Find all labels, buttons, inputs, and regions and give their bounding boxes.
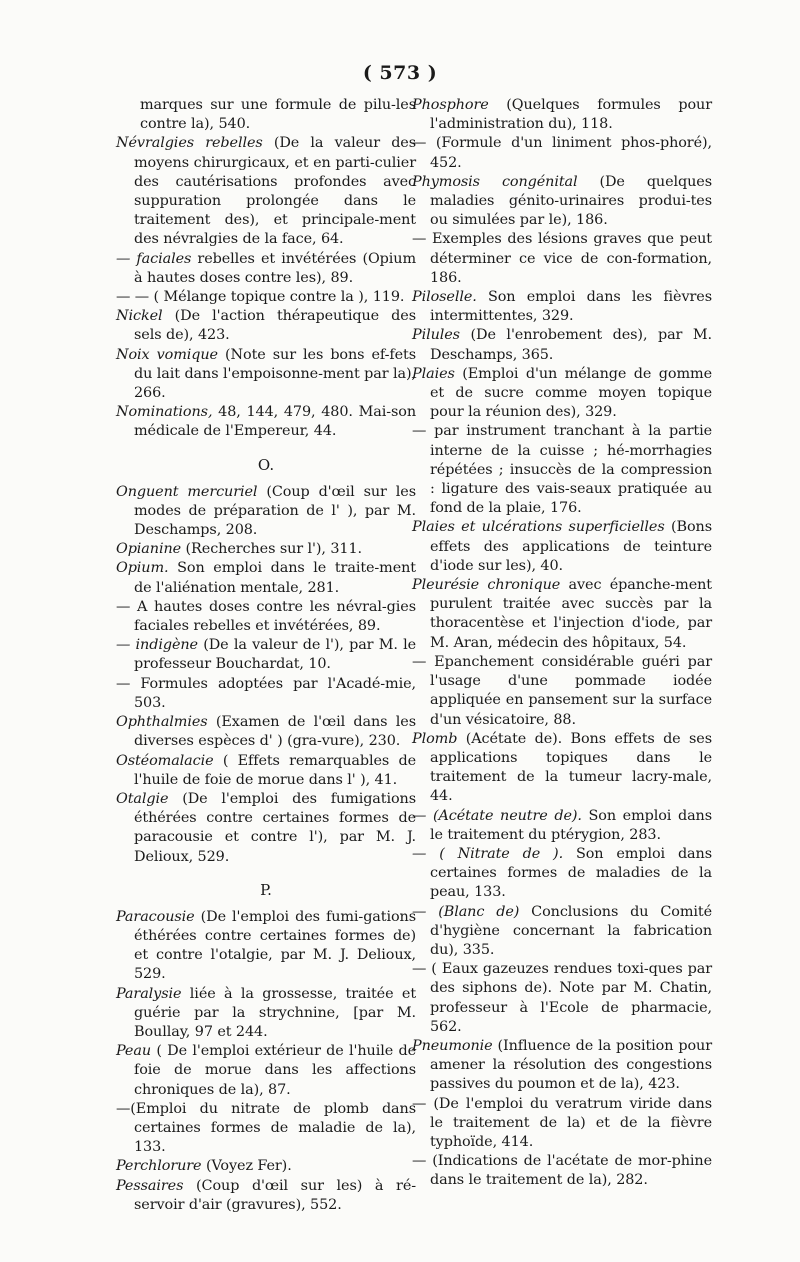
index-entry xyxy=(412,653,712,730)
index-entry xyxy=(116,346,416,404)
entry-text: (Bons effets des applications de teinture d'iode sur les), 40. xyxy=(430,519,713,574)
entry-text: (Note sur les bons ef-fets du lait dans l'empoisonne-ment par la), 266. xyxy=(134,346,417,402)
entry-term: Pneumonie xyxy=(412,1037,493,1054)
entry-term: Névralgies rebelles xyxy=(116,135,263,152)
entry-text: ( Effets remarquables de l'huile de foie de morue dans l' ), 41. xyxy=(134,752,416,788)
entry-text: rebelles et invétérées (Opium à hautes doses contre les), 89. xyxy=(134,250,416,286)
entry-text: (De l'action thérapeutique des sels de), 423. xyxy=(134,308,416,344)
entry-text: — Epanchement considérable guéri par l'usage d'une pommade iodée appliquée en pansement sur la surface d'un vésicatoire, 88. xyxy=(412,653,712,728)
entry-text: — — ( Mélange topique contre la ), 119. xyxy=(116,289,405,306)
entry-text: (De la valeur de l'), par M. le professeur Bouchardat, 10. xyxy=(134,637,416,673)
entry-term: — (Blanc de) xyxy=(412,903,520,920)
index-entry xyxy=(412,173,712,231)
entry-term: Piloselle. xyxy=(412,289,477,306)
entry-text: ( De l'emploi extérieur de l'huile de foie de morue dans les affections chroniques de la), 87. xyxy=(134,1043,416,1098)
index-entry xyxy=(412,960,712,1037)
entry-term: Plaies et ulcérations superficielles xyxy=(412,519,665,536)
index-entry xyxy=(412,1095,712,1153)
index-entry xyxy=(412,903,712,961)
index-entry xyxy=(116,1042,416,1100)
entry-term: — faciales xyxy=(116,250,192,267)
entry-text: (Examen de l'œil dans les diverses espèces d' ) (gra-vure), 230. xyxy=(134,714,416,750)
page-number: ( 573 ) xyxy=(362,62,438,84)
entry-term: Peau xyxy=(116,1043,151,1060)
entry-term: Onguent mercuriel xyxy=(116,483,258,500)
entry-text: —(Emploi du nitrate de plomb dans certaines formes de maladie de la), 133. xyxy=(116,1100,416,1156)
index-entry xyxy=(116,636,416,674)
entry-term: Opianine xyxy=(116,541,182,558)
entry-text: Conclusions du Comité d'hygiène concernant la fabrication du), 335. xyxy=(430,903,712,958)
index-entry xyxy=(412,807,712,845)
entry-term: Ostéomalacie xyxy=(116,752,214,769)
index-entry xyxy=(116,598,416,636)
entry-term: Noix vomique xyxy=(116,346,218,363)
index-entry xyxy=(116,134,416,249)
entry-term: Paralysie xyxy=(116,985,182,1002)
entry-text: — Exemples des lésions graves que peut déterminer ce vice de con-formation, 186. xyxy=(412,231,712,286)
entry-term: Paracousie xyxy=(116,908,195,925)
index-entry xyxy=(412,288,712,326)
left-column xyxy=(116,96,416,1215)
index-entry xyxy=(116,790,416,867)
index-entry xyxy=(116,1100,416,1158)
index-entry xyxy=(116,713,416,751)
entry-term: Phymosis congénital xyxy=(412,173,578,190)
index-entry xyxy=(116,288,416,307)
entry-term: Otalgie xyxy=(116,790,169,807)
index-entry xyxy=(116,403,416,441)
entry-term: — indigène xyxy=(116,637,198,654)
entry-text: (De l'enrobement des), par M. Deschamps, 365. xyxy=(430,327,712,363)
entry-term: Nominations, xyxy=(116,404,213,421)
index-entry xyxy=(412,1037,712,1095)
entry-text: (Voyez Fer). xyxy=(201,1158,292,1175)
entry-term: Pessaires xyxy=(116,1177,184,1194)
entry-text: — (Formule d'un liniment phos-phoré), 452. xyxy=(412,135,712,171)
entry-text: — Formules adoptées par l'Acadé-mie, 503. xyxy=(116,675,416,711)
entry-text: Son emploi dans le traitement du ptérygion, 283. xyxy=(430,807,712,843)
index-entry xyxy=(412,730,712,807)
entry-text: — (Indications de l'acétate de mor-phine dans le traitement de la), 282. xyxy=(412,1153,712,1189)
entry-text: (De l'emploi des fumi-gations éthérées contre certaines formes de) et contre l'otalgie, par M. J. Delioux, 529. xyxy=(134,908,416,983)
entry-term: — ( Nitrate de ). xyxy=(412,845,564,862)
index-entry xyxy=(116,675,416,713)
index-entry xyxy=(116,307,416,345)
entry-term: Opium. xyxy=(116,560,169,577)
index-entry xyxy=(116,1177,416,1215)
index-entry xyxy=(412,576,712,653)
entry-text: (Acétate de). Bons effets de ses applications topiques dans le traitement de la tumeur lacry-male, 44. xyxy=(430,730,712,805)
index-entry xyxy=(412,845,712,903)
index-entry xyxy=(412,365,712,423)
entry-text: avec épanche-ment purulent traitée avec succès par la thoracentèse et l'injection d'iode, par M. Aran, médecin des hôpitaux, 54. xyxy=(430,577,712,651)
index-entry xyxy=(412,518,712,576)
entry-term: Phosphore xyxy=(412,97,489,113)
entry-term: Pilules xyxy=(412,327,460,344)
entry-term: — (Acétate neutre de). xyxy=(412,807,582,824)
entry-text: — A hautes doses contre les névral-gies faciales rebelles et invétérées, 89. xyxy=(116,598,416,635)
entry-text: liée à la grossesse, traitée et guérie par la strychnine, [par M. Boullay, 97 et 244. xyxy=(134,985,416,1040)
entry-text: (De quelques maladies génito-urinaires produi-tes ou simulées par le), 186. xyxy=(430,173,712,229)
entry-text: Son emploi dans les fièvres intermittentes, 329. xyxy=(430,289,712,325)
entry-term: Nickel xyxy=(116,308,163,325)
index-entry xyxy=(116,985,416,1043)
index-entry xyxy=(116,250,416,288)
index-entry xyxy=(116,559,416,597)
entry-term: Ophthalmies xyxy=(116,714,208,731)
entry-term: Pleurésie chronique xyxy=(412,577,561,594)
index-entry xyxy=(412,96,712,134)
entry-text: (Coup d'œil sur les) à ré-servoir d'air (gravures), 552. xyxy=(134,1177,416,1213)
entry-text: (De l'emploi des fumigations éthérées contre certaines formes de paracousie et contre l'), par M. J. Delioux, 529. xyxy=(134,790,416,865)
right-column xyxy=(412,96,712,1191)
entry-text: Son emploi dans le traite-ment de l'aliénation mentale, 281. xyxy=(134,560,416,596)
index-entry xyxy=(116,908,416,985)
entry-text: marques sur une formule de pilu-les contre la), 540. xyxy=(140,97,416,133)
entry-text: Son emploi dans certaines formes de maladies de la peau, 133. xyxy=(430,845,712,901)
entry-term: Plaies xyxy=(412,365,455,382)
entry-term: Plomb xyxy=(412,730,458,747)
entry-text: (Coup d'œil sur les modes de préparation de l' ), par M. Deschamps, 208. xyxy=(134,483,416,539)
section-letter: P. xyxy=(260,880,272,899)
entry-text: — ( Eaux gazeuzes rendues toxi-ques par des siphons de). Note par M. Chatin, professeur à l'Ecole de pharmacie, 562. xyxy=(412,961,712,1035)
index-entry xyxy=(412,134,712,172)
section-letter: O. xyxy=(257,455,275,474)
index-entry-continuation xyxy=(116,96,416,134)
entry-text: — par instrument tranchant à la partie interne de la cuisse ; hé-morrhagies répétées ; insuccès de la compression : ligature des vais-seaux pratiquée au fond de la plaie, 176. xyxy=(412,423,712,517)
index-entry xyxy=(412,1152,712,1190)
entry-term: Perchlorure xyxy=(116,1158,202,1175)
entry-text: (Influence de la position pour amener la résolution des congestions passives du poumon et de la), 423. xyxy=(430,1037,712,1093)
index-entry xyxy=(412,422,712,518)
entry-text: (De la valeur des moyens chirurgicaux, et en parti-culier des cautérisations profondes avec suppuration prolongée dans le traitement des), et principale-ment des névralgies de la face, 64. xyxy=(134,135,417,248)
entry-text: (Quelques formules pour l'administration du), 118. xyxy=(430,97,712,133)
index-entry xyxy=(116,1157,416,1176)
entry-text: — (De l'emploi du veratrum viride dans le traitement de la) et de la fièvre typhoïde, 414. xyxy=(412,1095,712,1150)
entry-text: (Emploi d'un mélange de gomme et de sucre comme moyen topique pour la réunion des), 329. xyxy=(430,365,712,421)
index-entry xyxy=(116,540,416,559)
index-entry xyxy=(116,752,416,790)
entry-text: 48, 144, 479, 480. Mai-son médicale de l'Empereur, 44. xyxy=(134,404,416,440)
index-entry xyxy=(116,483,416,541)
index-entry xyxy=(412,230,712,288)
index-entry xyxy=(412,326,712,364)
entry-text: (Recherches sur l'), 311. xyxy=(181,541,362,558)
